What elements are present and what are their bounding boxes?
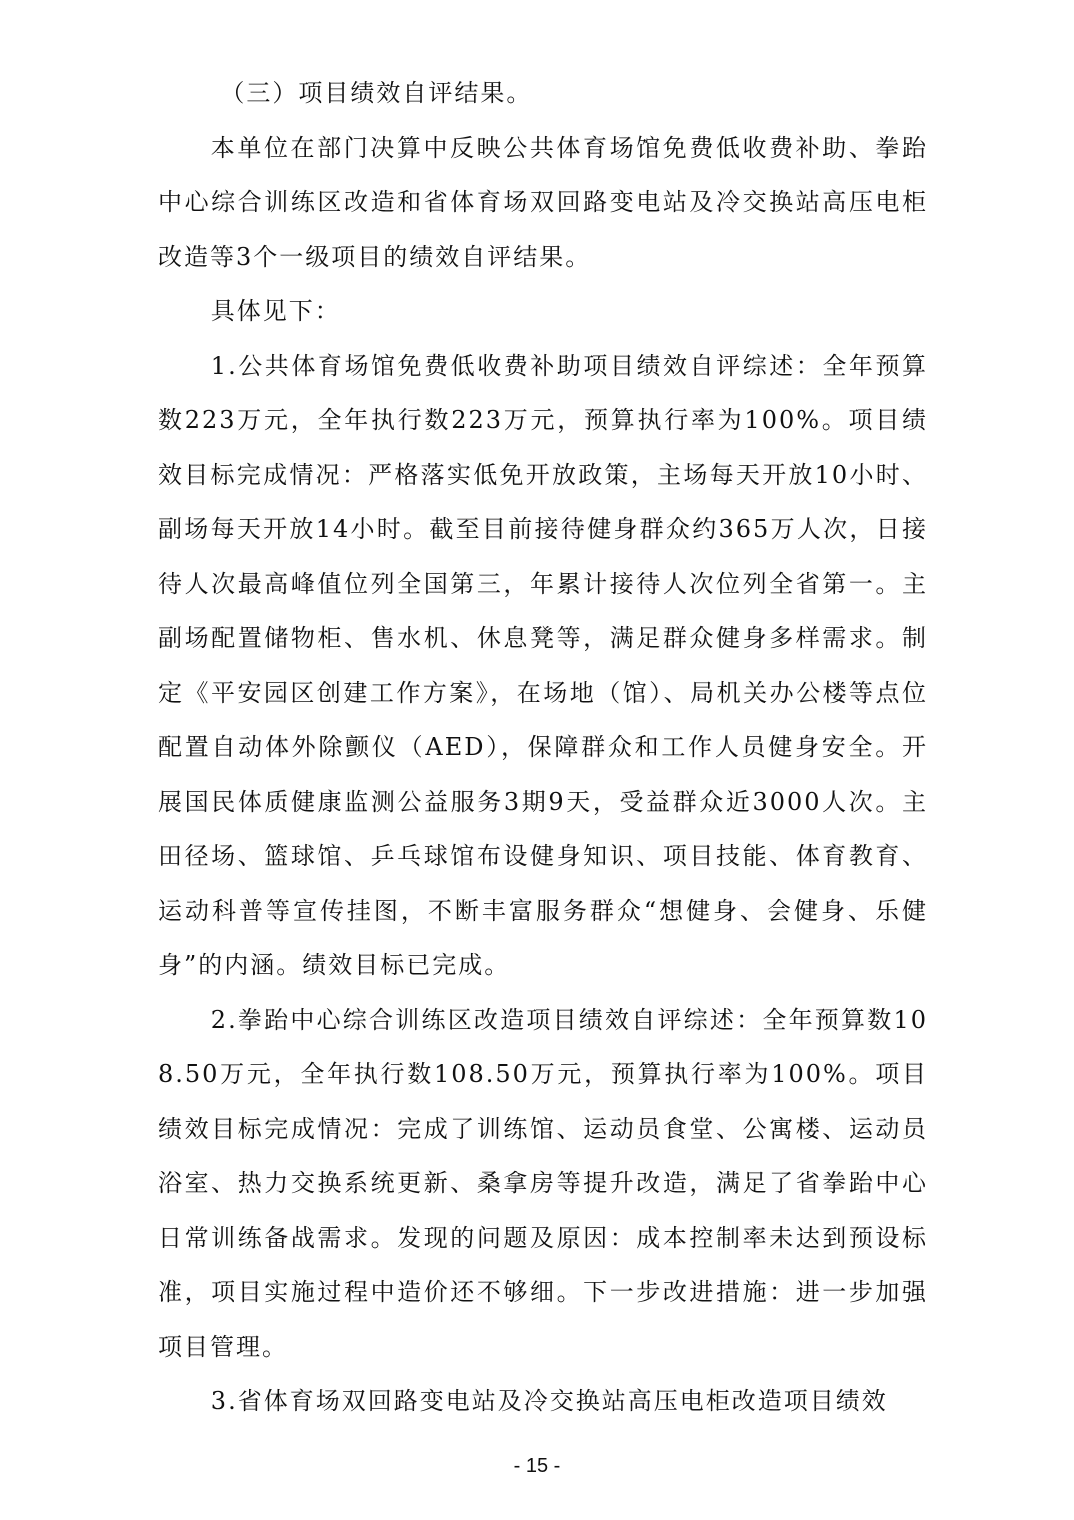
paragraph-details-intro: 具体见下： [210,297,341,325]
paragraph-item-1: 1.公共体育场馆免费低收费补助项目绩效自评综述：全年预算数223万元，全年执行数223万元，预算执行率为100%。项目绩效目标完成情况：严格落实低免开放政策，主场每天开放10小时、副场每天开放14小时。截至目前接待健身群众约365万人次，日接待人次最高峰值位列全国第三，年累计接待人次位列全省第一。主副场配置储物柜、售水机、休息凳等，满足群众健身多样需求。制定《平安园区创建工作方案》，在场地（馆）、局机关办公楼等点位配置自动体外除颤仪（AED），保障群众和工作人员健身安全。开展国民体质健康监测公益服务3期9天，受益群众近3000人次。主田径场、篮球馆、乒乓球馆布设健身知识、项目技能、体育教育、运动科普等宣传挂图，不断丰富服务群众“想健身、会健身、乐健身”的内涵。绩效目标已完成。 [158,351,928,979]
page-number: - 15 - [513,1455,561,1477]
paragraph-item-2: 2.拳跆中心综合训练区改造项目绩效自评综述：全年预算数108.50万元，全年执行数108.50万元，预算执行率为100%。项目绩效目标完成情况：完成了训练馆、运动员食堂、公寓楼、运动员浴室、热力交换系统更新、桑拿房等提升改造，满足了省拳跆中心日常训练备战需求。发现的问题及原因：成本控制率未达到预设标准，项目实施过程中造价还不够细。下一步改进措施：进一步加强项目管理。 [158,1005,928,1361]
section-heading: （三）项目绩效自评结果。 [220,79,533,107]
paragraph-item-3: 3.省体育场双回路变电站及冷交换站高压电柜改造项目绩效 [210,1387,888,1415]
paragraph-summary: 本单位在部门决算中反映公共体育场馆免费低收费补助、拳跆中心综合训练区改造和省体育场双回路变电站及冷交换站高压电柜改造等3个一级项目的绩效自评结果。 [158,133,928,271]
document-body [158,66,928,1429]
